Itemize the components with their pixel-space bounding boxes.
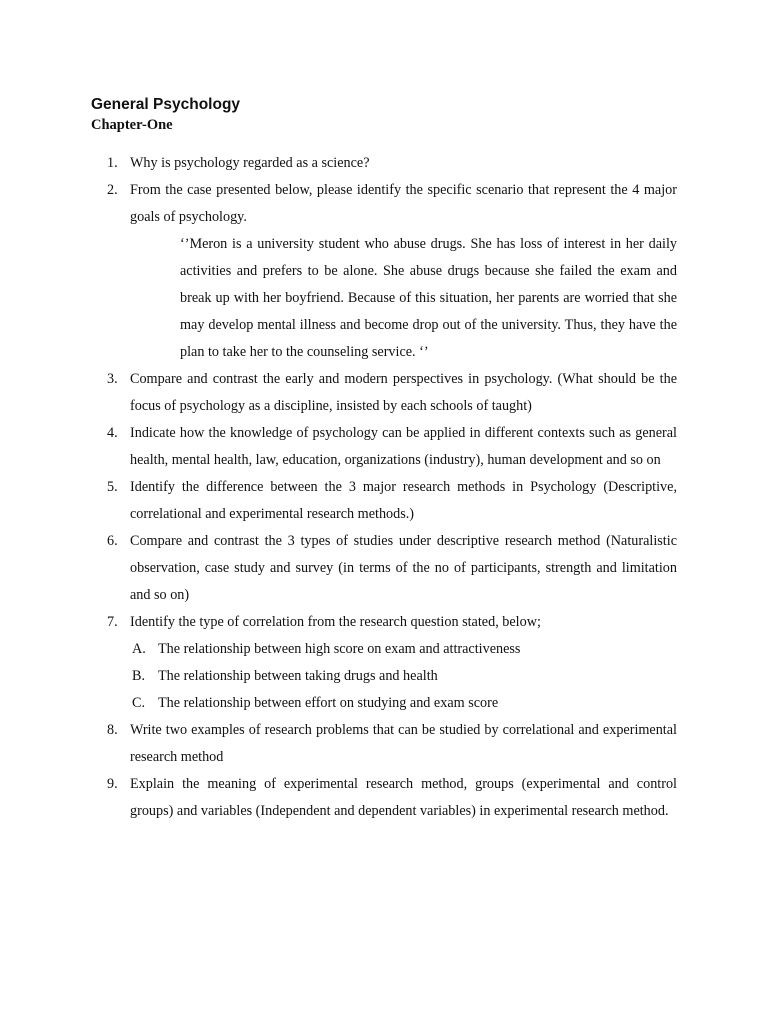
sub-item-text: The relationship between high score on exam and attractiveness [158, 641, 521, 657]
question-text: Indicate how the knowledge of psychology can be applied in different contexts such as general health, mental health, law, education, organizations (industry), human development and so on [130, 425, 677, 468]
sub-item [91, 636, 677, 663]
question-item [91, 177, 677, 231]
question-number: 6. [107, 533, 118, 549]
document-title: General Psychology [91, 96, 241, 113]
question-item [91, 528, 677, 609]
sub-item-label: B. [132, 668, 146, 684]
question-item [91, 474, 677, 528]
chapter-heading: Chapter-One [91, 117, 173, 133]
question-item [91, 150, 677, 177]
case-quote: ‘’Meron is a university student who abuse drugs. She has loss of interest in her daily activities and prefers to be alone. She abuse drugs because she failed the exam and break up with her boyfriend. Because of this situation, her parents are worried that she may develop mental illness and become drop out of the university. Thus, they have the plan to take her to the counseling service. ‘’ [180, 236, 677, 360]
question-list [91, 150, 677, 825]
question-number: 7. [107, 614, 118, 630]
question-item [91, 771, 677, 825]
question-text: Identify the difference between the 3 major research methods in Psychology (Descriptive, correlational and experimental research methods.) [130, 479, 677, 522]
question-item [91, 366, 677, 420]
question-text: Identify the type of correlation from the research question stated, below; [130, 614, 541, 630]
question-text: Compare and contrast the early and modern perspectives in psychology. (What should be the focus of psychology as a discipline, insisted by each schools of taught) [130, 371, 677, 414]
sub-item [91, 663, 677, 690]
question-number: 4. [107, 425, 118, 441]
question-item [91, 420, 677, 474]
question-number: 3. [107, 371, 118, 387]
question-number: 2. [107, 182, 118, 198]
question-text: From the case presented below, please identify the specific scenario that represent the 4 major goals of psychology. [130, 182, 677, 225]
sub-item-label: A. [132, 641, 146, 657]
question-text: Compare and contrast the 3 types of studies under descriptive research method (Naturalistic observation, case study and survey (in terms of the no of participants, strength and limitation and so on) [130, 533, 677, 603]
question-item [91, 717, 677, 771]
question-number: 8. [107, 722, 118, 738]
question-number: 1. [107, 155, 118, 171]
sub-item-text: The relationship between taking drugs and health [158, 668, 438, 684]
sub-item [91, 690, 677, 717]
question-text: Write two examples of research problems that can be studied by correlational and experimental research method [130, 722, 677, 765]
question-item [91, 609, 677, 636]
sub-item-label: C. [132, 695, 146, 711]
question-number: 9. [107, 776, 118, 792]
question-text: Why is psychology regarded as a science? [130, 155, 370, 171]
question-text: Explain the meaning of experimental research method, groups (experimental and control groups) and variables (Independent and dependent variables) in experimental research method. [130, 776, 677, 819]
sub-item-text: The relationship between effort on studying and exam score [158, 695, 499, 711]
question-number: 5. [107, 479, 118, 495]
